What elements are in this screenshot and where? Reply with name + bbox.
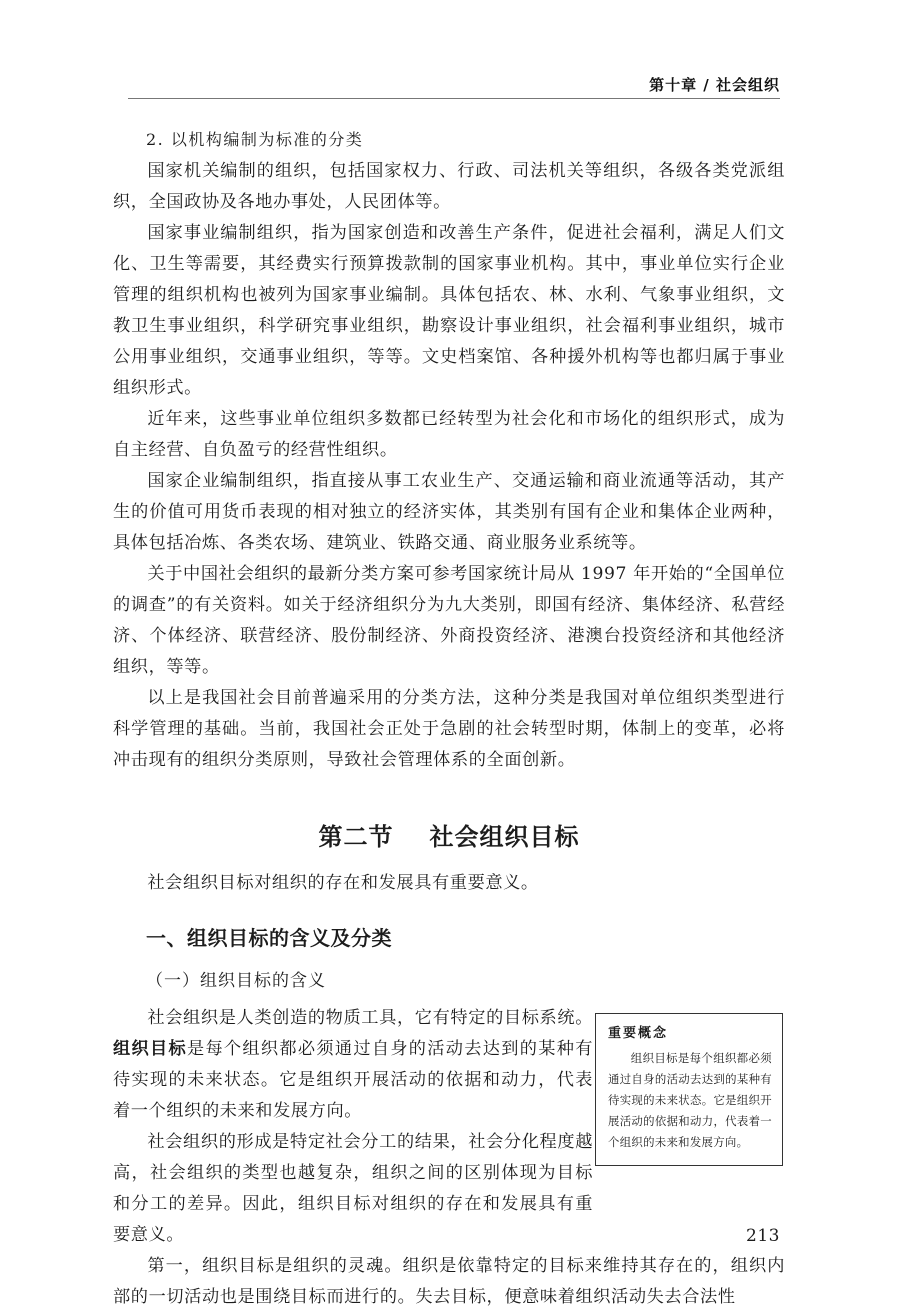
paragraph: 近年来，这些事业单位组织多数都已经转型为社会化和市场化的组织形式，成为自主经营、自负盈亏的经营性组织。 (113, 409, 785, 460)
section-intro: 社会组织目标对组织的存在和发展具有重要意义。 (147, 873, 539, 893)
paragraph: 国家机关编制的组织，包括国家权力、行政、司法机关等组织，各级各类党派组织，全国政协及各地办事处，人民团体等。 (113, 161, 785, 212)
subsection-heading: 2. 以机构编制为标准的分类 (146, 130, 364, 149)
concept-box-title: 重要概念 (608, 1026, 669, 1041)
paragraph: 关于中国社会组织的最新分类方案可参考国家统计局从 1997 年开始的“全国单位的调查”的有关资料。如关于经济组织分为九大类别，即国有经济、集体经济、私营经济、个体经济、联营经济、股份制经济、外商投资经济、港澳台投资经济和其他经济组织，等等。 (113, 564, 785, 677)
paragraph-text: 是每个组织都必须通过自身的活动去达到的某种有待实现的未来状态。它是组织开展活动的依据和动力，代表着一个组织的未来和发展方向。 (113, 1039, 593, 1121)
paragraph-text: 社会组织是人类创造的物质工具，它有特定的目标系统。 (147, 1008, 593, 1028)
heading-level-2: 一、组织目标的含义及分类 (146, 926, 392, 950)
paragraph: 国家事业编制组织，指为国家创造和改善生产条件，促进社会福利，满足人们文化、卫生等需要，其经费实行预算拨款制的国家事业机构。其中，事业单位实行企业管理的组织机构也被列为国家事业编制。具体包括农、林、水利、气象事业组织，文教卫生事业组织，科学研究事业组织，勘察设计事业组织，社会福利事业组织，城市公用事业组织，交通事业组织，等等。文史档案馆、各种援外机构等也都归属于事业组织形式。 (113, 223, 785, 398)
heading-level-3: （一）组织目标的含义 (146, 971, 326, 991)
section-number: 第二节 (318, 823, 394, 851)
running-header (128, 74, 780, 100)
header-rule (128, 98, 780, 99)
paragraph: 社会组织的形成是特定社会分工的结果，社会分化程度越高，社会组织的类型也越复杂，组织之间的区别体现为目标和分工的差异。因此，组织目标对组织的存在和发展具有重要意义。 (113, 1132, 593, 1245)
key-term: 组织目标 (113, 1039, 187, 1059)
paragraph: 第一，组织目标是组织的灵魂。组织是依靠特定的目标来维持其存在的，组织内部的一切活动也是围绕目标而进行的。失去目标，便意味着组织活动失去合法性 (113, 1256, 785, 1307)
section-name: 社会组织目标 (429, 823, 580, 851)
running-title: 第十章 / 社会组织 (649, 76, 780, 94)
paragraph: 国家企业编制组织，指直接从事工农业生产、交通运输和商业流通等活动，其产生的价值可用货币表现的相对独立的经济实体，其类别有国有企业和集体企业两种，具体包括冶炼、各类农场、建筑业、铁路交通、商业服务业系统等。 (113, 471, 785, 553)
paragraph: 以上是我国社会目前普遍采用的分类方法，这种分类是我国对单位组织类型进行科学管理的基础。当前，我国社会正处于急剧的社会转型时期，体制上的变革，必将冲击现有的组织分类原则，导致社会管理体系的全面创新。 (113, 688, 785, 770)
paragraph (113, 1003, 593, 1127)
page-number: 213 (746, 1226, 780, 1246)
page-content (113, 124, 785, 1313)
text-with-sidebar (113, 1003, 785, 1251)
key-concept-box (595, 1013, 783, 1166)
section-title (113, 820, 785, 854)
concept-box-body: 组织目标是每个组织都必须通过自身的活动去达到的某种有待实现的未来状态。它是组织开展活动的依据和动力，代表着一个组织的未来和发展方向。 (608, 1051, 772, 1149)
